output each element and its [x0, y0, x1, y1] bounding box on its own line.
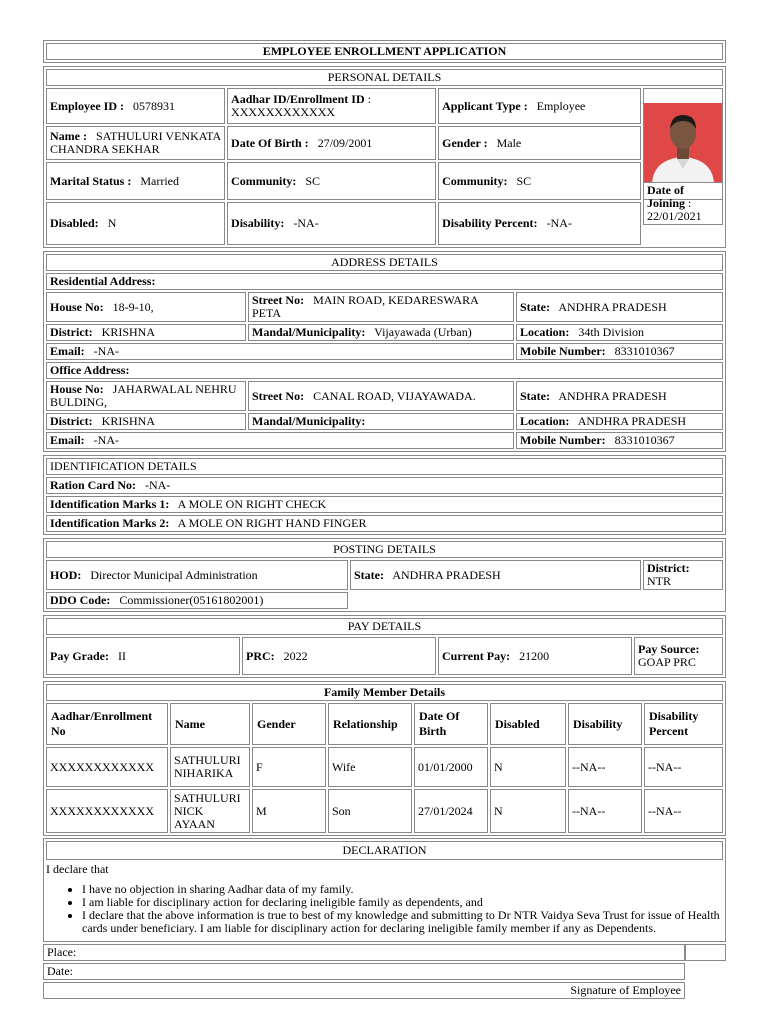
aadhar-cell: Aadhar ID/Enrollment ID : XXXXXXXXXXXX — [227, 88, 436, 124]
res-location-cell: Location: 34th Division — [516, 324, 723, 341]
table-cell: Son — [328, 789, 412, 833]
table-cell: M — [252, 789, 326, 833]
name-cell: Name : SATHULURI VENKATA CHANDRA SEKHAR — [46, 126, 225, 160]
marital-cell: Marital Status : Married — [46, 162, 225, 200]
family-col-header: Gender — [252, 703, 326, 745]
res-email-cell: Email: -NA- — [46, 343, 514, 360]
pay-source-cell: Pay Source: GOAP PRC — [634, 637, 723, 675]
office-label: Office Address: — [46, 362, 723, 379]
off-district-cell: District: KRISHNA — [46, 413, 246, 430]
off-location-cell: Location: ANDHRA PRADESH — [516, 413, 723, 430]
table-cell: N — [490, 789, 566, 833]
ration-cell: Ration Card No: -NA- — [46, 477, 723, 494]
table-cell: Wife — [328, 747, 412, 787]
pay-heading: PAY DETAILS — [46, 618, 723, 635]
gender-cell: Gender : Male — [438, 126, 641, 160]
ddo-cell: DDO Code: Commissioner(05161802001) — [46, 592, 348, 609]
table-cell: N — [490, 747, 566, 787]
prc-cell: PRC: 2022 — [242, 637, 436, 675]
family-section — [43, 681, 726, 836]
address-section — [43, 251, 726, 452]
posting-state-cell: State: ANDHRA PRADESH — [350, 560, 641, 590]
res-house-cell: House No: 18-9-10, — [46, 292, 246, 322]
res-mandal-cell: Mandal/Municipality: Vijayawada (Urban) — [248, 324, 514, 341]
posting-section — [43, 538, 726, 612]
name-value: SATHULURI VENKATA CHANDRA SEKHAR — [50, 129, 221, 156]
place-field: Place: — [43, 944, 685, 961]
address-heading: ADDRESS DETAILS — [46, 254, 723, 271]
list-item: • I declare that the above information is true to best of my knowledge and submitting to Dr NTR Vaidya Seva Trust for issue of Health cards under beneficiary. I am liable for disciplinary action for declaring ineligible family member if any as Dependents. — [82, 909, 723, 935]
off-email-cell: Email: -NA- — [46, 432, 514, 449]
personal-section — [43, 66, 726, 248]
employee-id-cell: Employee ID : 0578931 — [46, 88, 225, 124]
applicant-type-cell: Applicant Type : Employee — [438, 88, 641, 124]
family-col-header: Name — [170, 703, 250, 745]
disability-cell: Disability: -NA- — [227, 202, 436, 245]
date-field: Date: — [43, 963, 685, 980]
family-heading: Family Member Details — [46, 684, 723, 701]
table-row — [46, 789, 723, 833]
off-mobile-cell: Mobile Number: 8331010367 — [516, 432, 723, 449]
family-header-row — [46, 703, 723, 745]
community-cell-2: Community: SC — [438, 162, 641, 200]
table-cell: --NA-- — [644, 789, 723, 833]
declaration-intro: I declare that — [46, 862, 109, 876]
table-cell: 27/01/2024 — [414, 789, 488, 833]
family-col-header: Aadhar/Enrollment No — [46, 703, 168, 745]
res-street-cell: Street No: MAIN ROAD, KEDARESWARA PETA — [248, 292, 514, 322]
residential-label: Residential Address: — [46, 273, 723, 290]
dob-cell: Date Of Birth : 27/09/2001 — [227, 126, 436, 160]
title-box — [43, 40, 726, 63]
declaration-heading: DECLARATION — [46, 841, 723, 860]
employee-id-value: 0578931 — [133, 98, 175, 113]
doj-cell: Date of Joining : 22/01/2021 — [643, 182, 723, 225]
table-cell: SATHULURI NICK AYAAN — [170, 789, 250, 833]
declaration-section — [43, 838, 726, 942]
family-col-header: Disability Percent — [644, 703, 723, 745]
pay-section — [43, 615, 726, 678]
res-mobile-cell: Mobile Number: 8331010367 — [516, 343, 723, 360]
off-state-cell: State: ANDHRA PRADESH — [516, 381, 723, 411]
res-state-cell: State: ANDHRA PRADESH — [516, 292, 723, 322]
table-row — [46, 747, 723, 787]
form-title: EMPLOYEE ENROLLMENT APPLICATION — [46, 43, 723, 60]
off-street-cell: Street No: CANAL ROAD, VIJAYAWADA. — [248, 381, 514, 411]
disabled-cell: Disabled: N — [46, 202, 225, 245]
table-cell: XXXXXXXXXXXX — [46, 789, 168, 833]
aadhar-value: XXXXXXXXXXXX — [231, 105, 336, 119]
table-cell: SATHULURI NIHARIKA — [170, 747, 250, 787]
family-col-header: Disability — [568, 703, 642, 745]
table-cell: XXXXXXXXXXXX — [46, 747, 168, 787]
off-house-cell: House No: JAHARWALAL NEHRU BULDING, — [46, 381, 246, 411]
identification-section — [43, 455, 726, 535]
res-district-cell: District: KRISHNA — [46, 324, 246, 341]
list-item: • I have no objection in sharing Aadhar data of my family. — [82, 883, 723, 896]
person-photo-icon — [644, 103, 722, 183]
posting-heading: POSTING DETAILS — [46, 541, 723, 558]
table-cell: F — [252, 747, 326, 787]
personal-heading: PERSONAL DETAILS — [46, 69, 723, 86]
enrollment-form — [43, 40, 726, 1001]
family-col-header: Date Of Birth — [414, 703, 488, 745]
table-cell: --NA-- — [568, 789, 642, 833]
pay-grade-cell: Pay Grade: II — [46, 637, 240, 675]
mark1-cell: Identification Marks 1: A MOLE ON RIGHT CHECK — [46, 496, 723, 513]
list-item: • I am liable for disciplinary action for declaring ineligible family as dependents, and — [82, 896, 723, 909]
disability-percent-cell: Disability Percent: -NA- — [438, 202, 641, 245]
table-cell: --NA-- — [568, 747, 642, 787]
family-col-header: Disabled — [490, 703, 566, 745]
posting-district-cell: District: NTR — [643, 560, 723, 590]
community-cell-1: Community: SC — [227, 162, 436, 200]
signature-field: Signature of Employee — [43, 982, 685, 999]
mark2-cell: Identification Marks 2: A MOLE ON RIGHT HAND FINGER — [46, 515, 723, 532]
current-pay-cell: Current Pay: 21200 — [438, 637, 632, 675]
declaration-list — [46, 883, 723, 935]
off-mandal-cell: Mandal/Municipality: — [248, 413, 514, 430]
family-col-header: Relationship — [328, 703, 412, 745]
hod-cell: HOD: Director Municipal Administration — [46, 560, 348, 590]
table-cell: 01/01/2000 — [414, 747, 488, 787]
table-cell: --NA-- — [644, 747, 723, 787]
identification-heading: IDENTIFICATION DETAILS — [46, 458, 723, 475]
